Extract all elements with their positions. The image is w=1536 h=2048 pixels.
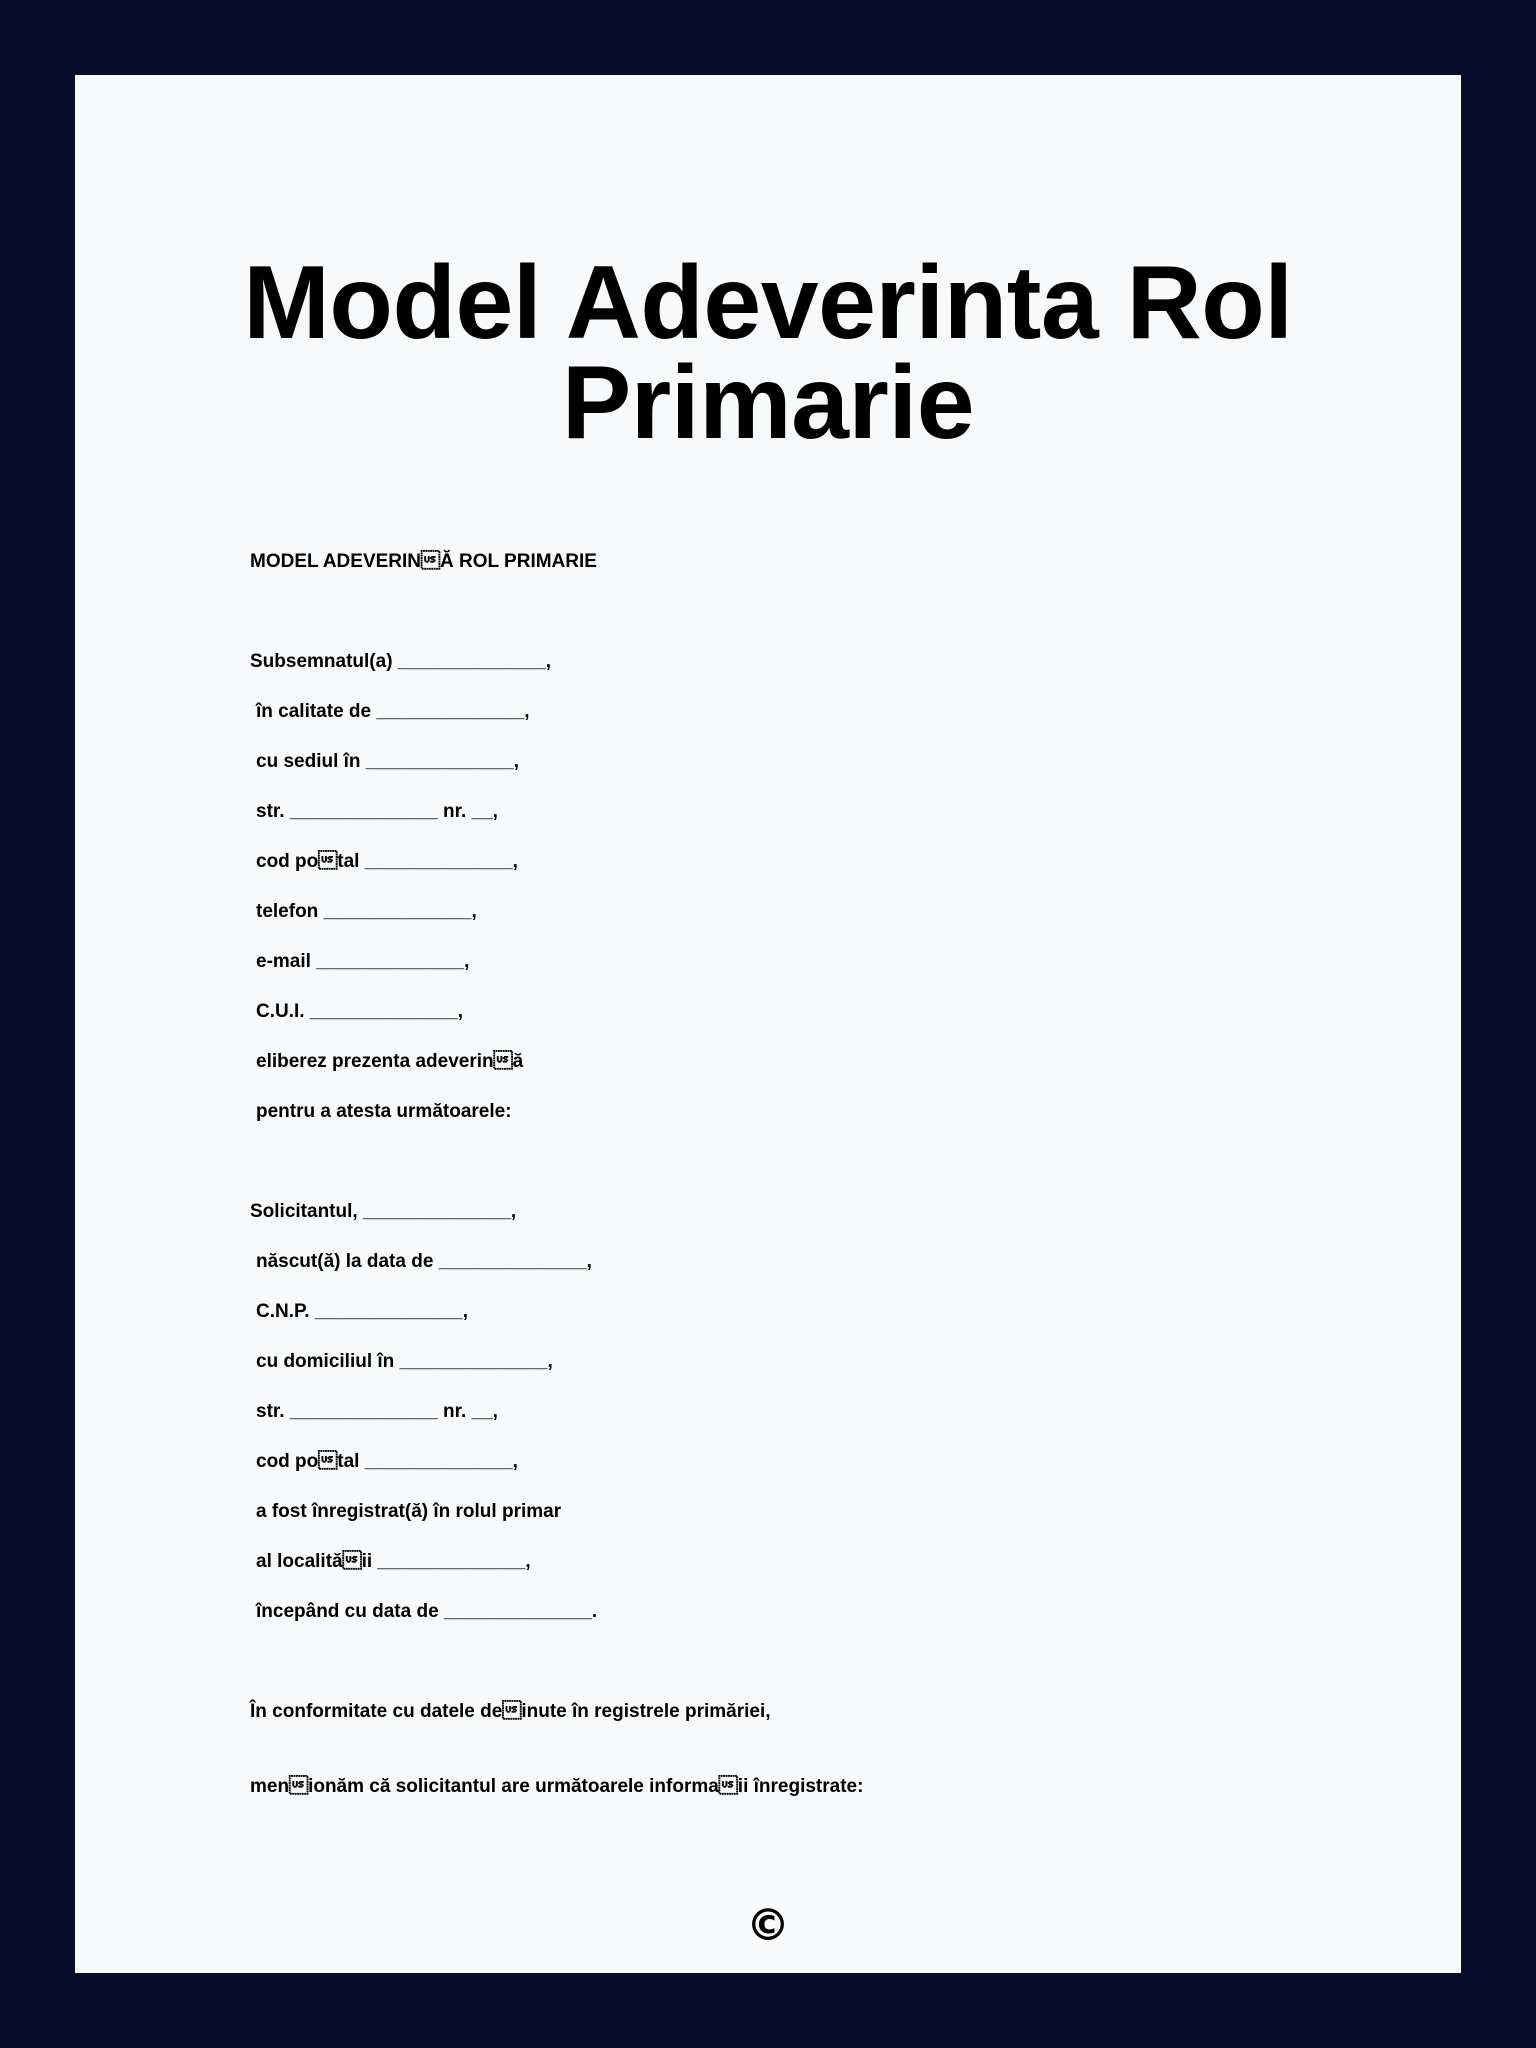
- document-title: Model Adeverinta Rol Primarie: [243, 245, 1293, 461]
- applicant-line: cu domiciliul în ______________,: [256, 1351, 553, 1372]
- issuer-line: cod po tal ______________,: [256, 851, 518, 872]
- issuer-line: eliberez prezenta adeverin ă: [256, 1051, 524, 1072]
- applicant-line: începând cu data de ______________.: [256, 1601, 598, 1622]
- issuer-line: în calitate de ______________,: [256, 701, 530, 722]
- applicant-line: C.N.P. ______________,: [256, 1301, 468, 1322]
- issuer-line: str. ______________ nr. __,: [256, 801, 498, 822]
- applicant-line: Solicitantul, ______________,: [250, 1201, 517, 1222]
- issuer-line: telefon ______________,: [256, 901, 477, 922]
- applicant-line: cod po tal ______________,: [256, 1451, 518, 1472]
- issuer-line: C.U.I. ______________,: [256, 1001, 464, 1022]
- applicant-line: al localită ii ______________,: [256, 1551, 531, 1572]
- applicant-line: născut(ă) la data de ______________,: [256, 1251, 592, 1272]
- applicant-line: a fost înregistrat(ă) în rolul primar: [256, 1501, 562, 1522]
- issuer-line: cu sediul în ______________,: [256, 751, 520, 772]
- document-heading: MODEL ADEVERIN Ă ROL PRIMARIE: [250, 551, 597, 572]
- issuer-line: e-mail ______________,: [256, 951, 470, 972]
- copyright-icon: ©: [746, 1900, 790, 1951]
- document-page: [75, 75, 1461, 1973]
- issuer-line: pentru a atesta următoarele:: [256, 1101, 512, 1122]
- closing-line: men ionăm că solicitantul are următoarele informa ii înregistrate:: [250, 1776, 864, 1797]
- applicant-line: str. ______________ nr. __,: [256, 1401, 498, 1422]
- closing-line: În conformitate cu datele de inute în registrele primăriei,: [250, 1701, 771, 1722]
- issuer-line: Subsemnatul(a) ______________,: [250, 651, 552, 672]
